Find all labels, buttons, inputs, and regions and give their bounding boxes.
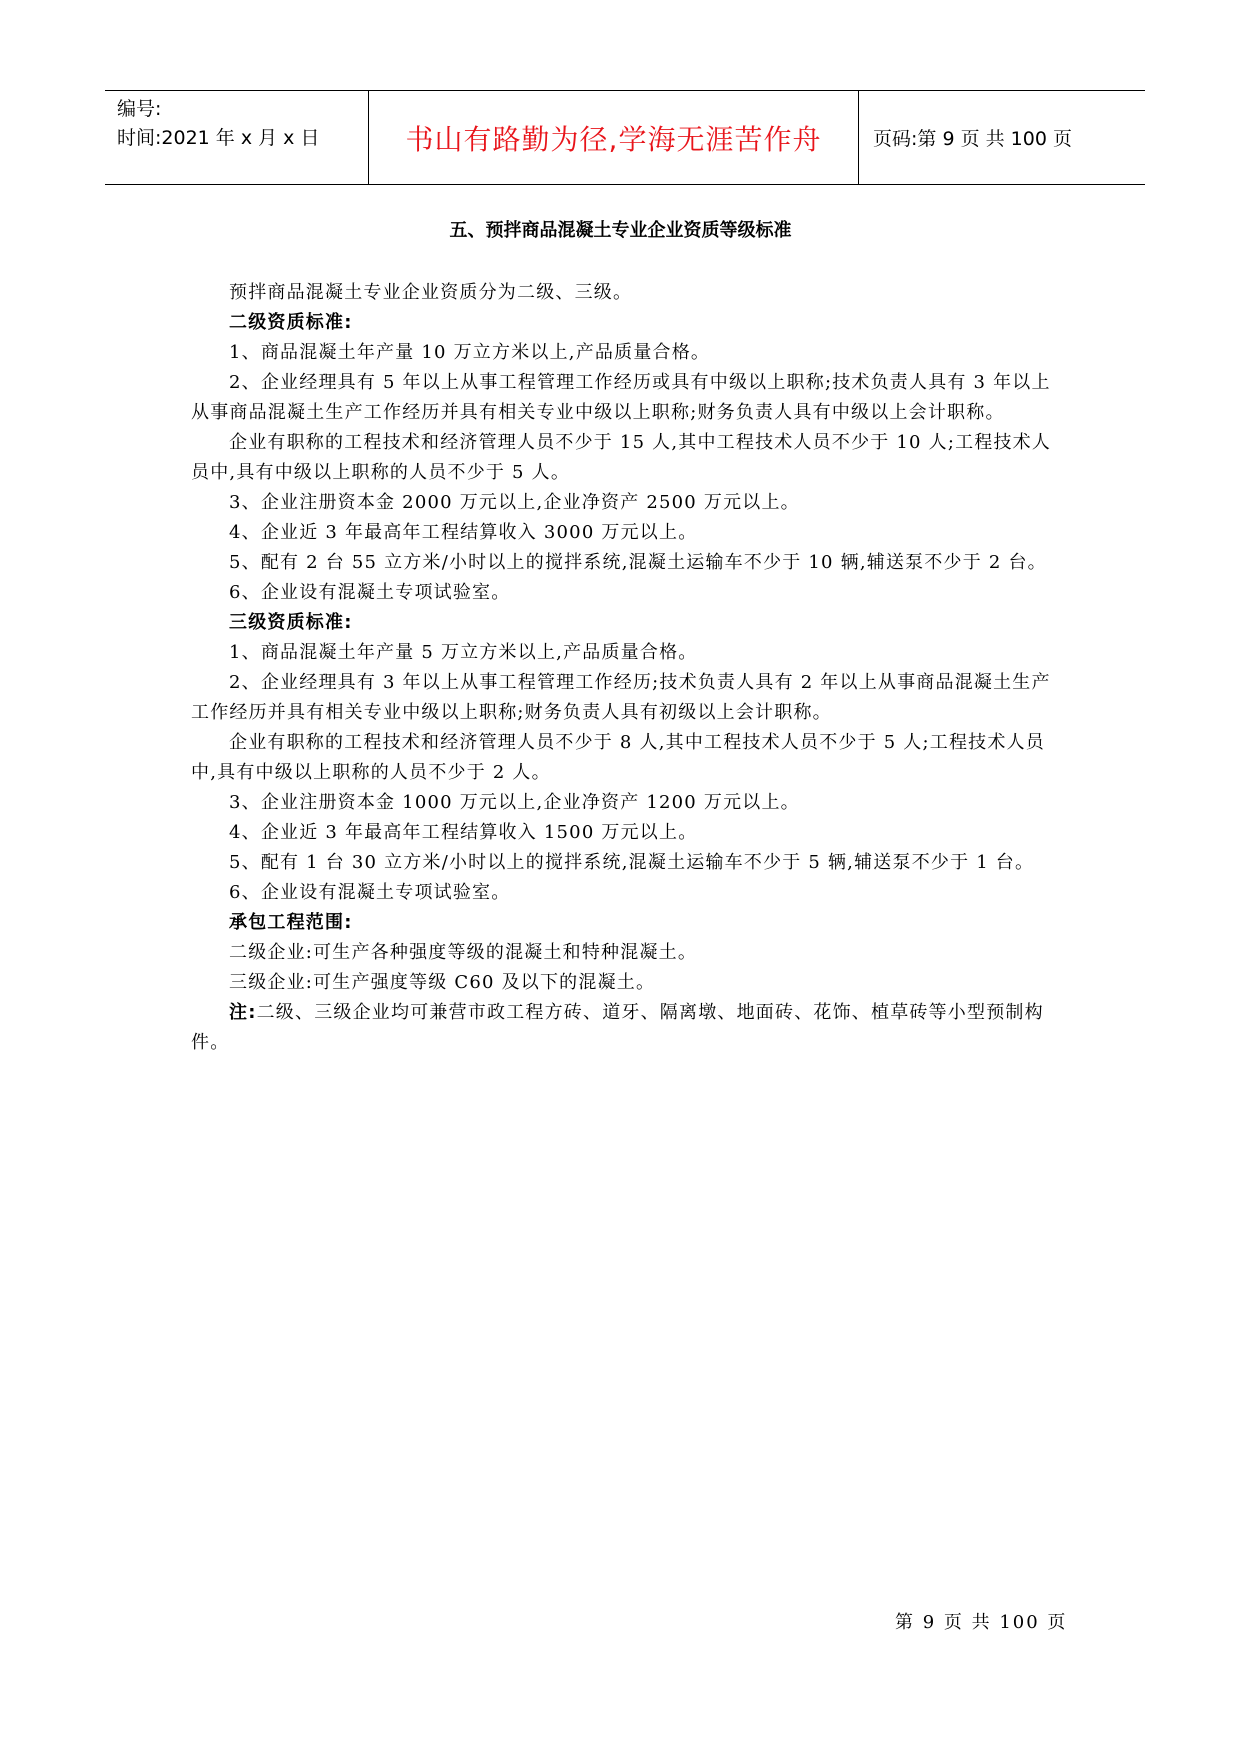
grade2-heading: 二级资质标准: xyxy=(229,312,353,333)
header-meta-cell xyxy=(105,91,369,184)
grade2-item: 6、企业设有混凝土专项试验室。 xyxy=(229,582,511,603)
grade3-item: 3、企业注册资本金 1000 万元以上,企业净资产 1200 万元以上。 xyxy=(229,792,800,813)
grade2-item: 5、配有 2 台 55 立方米/小时以上的搅拌系统,混凝土运输车不少于 10 辆,辅送泵不少于 2 台。 xyxy=(229,552,1047,573)
header-motto-cell xyxy=(369,91,859,184)
note-paragraph xyxy=(191,998,1061,1058)
intro-paragraph: 预拌商品混凝土专业企业资质分为二级、三级。 xyxy=(229,282,633,303)
scope-item: 三级企业:可生产强度等级 C60 及以下的混凝土。 xyxy=(229,972,656,993)
note-label: 注: xyxy=(229,1002,257,1023)
grade2-item: 1、商品混凝土年产量 10 万立方米以上,产品质量合格。 xyxy=(229,342,711,363)
grade3-item: 企业有职称的工程技术和经济管理人员不少于 8 人,其中工程技术人员不少于 5 人;工程技术人员中,具有中级以上职称的人员不少于 2 人。 xyxy=(191,732,1045,783)
grade3-item: 5、配有 1 台 30 立方米/小时以上的搅拌系统,混凝土运输车不少于 5 辆,辅送泵不少于 1 台。 xyxy=(229,852,1035,873)
grade2-item: 3、企业注册资本金 2000 万元以上,企业净资产 2500 万元以上。 xyxy=(229,492,800,513)
grade3-item: 4、企业近 3 年最高年工程结算收入 1500 万元以上。 xyxy=(229,822,698,843)
grade2-item: 2、企业经理具有 5 年以上从事工程管理工作经历或具有中级以上职称;技术负责人具有 3 年以上从事商品混凝土生产工作经历并具有相关专业中级以上职称;财务负责人具有中级以上会计职称。 xyxy=(191,372,1051,423)
note-text: 二级、三级企业均可兼营市政工程方砖、道牙、隔离墩、地面砖、花饰、植草砖等小型预制构件。 xyxy=(191,1002,1044,1053)
document-title: 五、预拌商品混凝土专业企业资质等级标准 xyxy=(449,220,792,241)
scope-heading: 承包工程范围: xyxy=(229,912,353,933)
grade3-item: 6、企业设有混凝土专项试验室。 xyxy=(229,882,511,903)
document-body xyxy=(191,278,1061,1058)
grade3-item: 2、企业经理具有 3 年以上从事工程管理工作经历;技术负责人具有 2 年以上从事商品混凝土生产工作经历并具有相关专业中级以上职称;财务负责人具有初级以上会计职称。 xyxy=(191,672,1051,723)
document-time-label: 时间:2021 年 x 月 x 日 xyxy=(117,127,320,149)
page-header xyxy=(105,90,1145,185)
header-page-cell xyxy=(859,91,1145,184)
scope-item: 二级企业:可生产各种强度等级的混凝土和特种混凝土。 xyxy=(229,942,698,963)
header-motto: 书山有路勤为径,学海无涯苦作舟 xyxy=(405,122,822,156)
grade2-item: 企业有职称的工程技术和经济管理人员不少于 15 人,其中工程技术人员不少于 10 人;工程技术人员中,具有中级以上职称的人员不少于 5 人。 xyxy=(191,432,1052,483)
grade3-heading: 三级资质标准: xyxy=(229,612,353,633)
grade3-item: 1、商品混凝土年产量 5 万立方米以上,产品质量合格。 xyxy=(229,642,698,663)
grade2-item: 4、企业近 3 年最高年工程结算收入 3000 万元以上。 xyxy=(229,522,698,543)
document-number-label: 编号: xyxy=(117,98,162,120)
page-footer: 第 9 页 共 100 页 xyxy=(895,1612,1068,1633)
header-page-info: 页码:第 9 页 共 100 页 xyxy=(873,128,1072,150)
